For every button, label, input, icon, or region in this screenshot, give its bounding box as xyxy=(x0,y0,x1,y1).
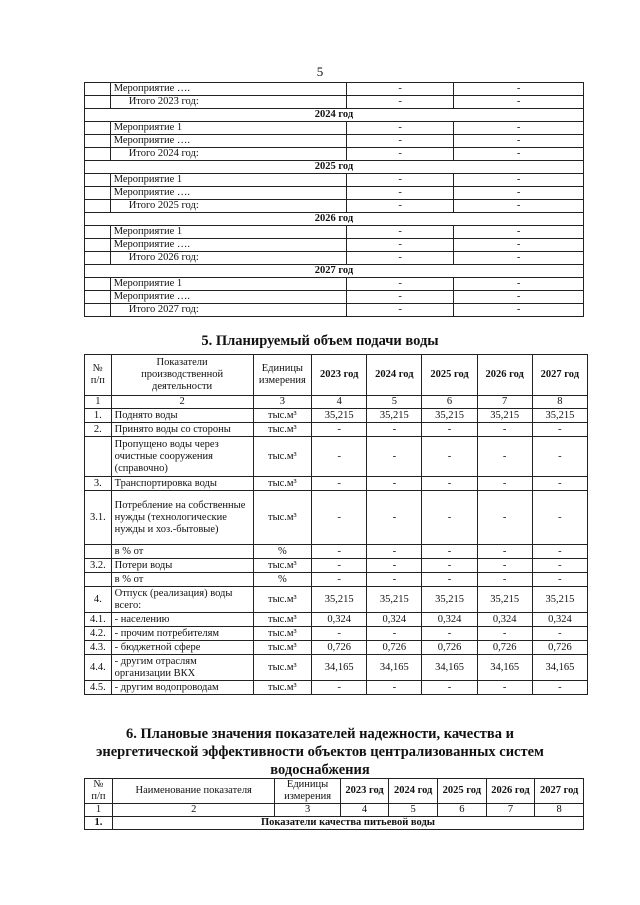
col-num-cell: 8 xyxy=(535,804,584,817)
col-num-cell: 1 xyxy=(85,396,112,409)
row-number xyxy=(85,437,112,477)
value-cell: - xyxy=(346,252,453,265)
measure-label: Мероприятие 1 xyxy=(110,174,346,187)
row-number: 4.4. xyxy=(85,655,112,681)
value-cell: - xyxy=(454,278,584,291)
row-number xyxy=(85,96,111,109)
measure-label: Мероприятие …. xyxy=(110,83,346,96)
unit-cell: тыс.м³ xyxy=(253,477,312,491)
value-cell: - xyxy=(477,559,532,573)
value-cell: - xyxy=(346,122,453,135)
col-num-cell: 7 xyxy=(477,396,532,409)
indicator-name: - другим отраслям организации ВКХ xyxy=(111,655,253,681)
row-number xyxy=(85,304,111,317)
table-row xyxy=(85,423,588,437)
year-row xyxy=(85,265,584,278)
col-num-cell: 3 xyxy=(275,804,340,817)
value-cell: - xyxy=(477,491,532,545)
value-cell: - xyxy=(346,278,453,291)
row-number xyxy=(85,122,111,135)
value-cell: - xyxy=(532,477,587,491)
unit-cell: тыс.м³ xyxy=(253,655,312,681)
value-cell: - xyxy=(532,423,587,437)
unit-cell: тыс.м³ xyxy=(253,409,312,423)
value-cell: - xyxy=(532,437,587,477)
header-row xyxy=(85,779,584,804)
value-cell: 34,165 xyxy=(312,655,367,681)
col-num-cell: 4 xyxy=(312,396,367,409)
value-cell: - xyxy=(422,681,477,695)
row-number xyxy=(85,174,111,187)
value-cell: - xyxy=(477,423,532,437)
section-6-title xyxy=(0,725,640,779)
measure-label: Мероприятие …. xyxy=(110,187,346,200)
year-row xyxy=(85,161,584,174)
row-number xyxy=(85,291,111,304)
table-row xyxy=(85,252,584,265)
row-number: 4.3. xyxy=(85,641,112,655)
value-cell: - xyxy=(422,423,477,437)
row-number: 1. xyxy=(85,817,113,830)
year-label: 2027 год xyxy=(85,265,584,278)
col-num-cell: 2 xyxy=(111,396,253,409)
year-row xyxy=(85,109,584,122)
measure-label: Мероприятие …. xyxy=(110,135,346,148)
water-supply-table xyxy=(84,354,588,695)
value-cell: - xyxy=(454,174,584,187)
measure-label: Мероприятие …. xyxy=(110,291,346,304)
value-cell: - xyxy=(346,83,453,96)
row-number xyxy=(85,545,112,559)
value-cell: 35,215 xyxy=(532,587,587,613)
table-row xyxy=(85,587,588,613)
value-cell: - xyxy=(477,477,532,491)
col-num-cell: 5 xyxy=(367,396,422,409)
row-number: 2. xyxy=(85,423,112,437)
value-cell: 0,324 xyxy=(312,613,367,627)
row-number xyxy=(85,278,111,291)
table-row xyxy=(85,96,584,109)
value-cell: 0,324 xyxy=(477,613,532,627)
indicator-name: Поднято воды xyxy=(111,409,253,423)
measures-table xyxy=(84,82,584,317)
value-cell: - xyxy=(422,477,477,491)
value-cell: 34,165 xyxy=(477,655,532,681)
indicator-name: Принято воды со стороны xyxy=(111,423,253,437)
col-header-unit: Единицы измерения xyxy=(253,355,312,396)
col-header-unit: Единицы измерения xyxy=(275,779,340,804)
row-number: 4.1. xyxy=(85,613,112,627)
col-header-num: № п/п xyxy=(85,355,112,396)
col-num-cell: 7 xyxy=(486,804,535,817)
value-cell: - xyxy=(312,573,367,587)
value-cell: - xyxy=(346,135,453,148)
table-row xyxy=(85,627,588,641)
table-row xyxy=(85,477,588,491)
value-cell: - xyxy=(454,252,584,265)
value-cell: - xyxy=(454,148,584,161)
total-label: Итого 2027 год: xyxy=(110,304,346,317)
row-number xyxy=(85,135,111,148)
value-cell: - xyxy=(532,559,587,573)
value-cell: 35,215 xyxy=(422,587,477,613)
value-cell: - xyxy=(454,200,584,213)
row-number: 3.2. xyxy=(85,559,112,573)
column-number-row xyxy=(85,804,584,817)
table-row xyxy=(85,278,584,291)
value-cell: - xyxy=(367,573,422,587)
value-cell: 35,215 xyxy=(532,409,587,423)
value-cell: - xyxy=(346,96,453,109)
value-cell: - xyxy=(367,423,422,437)
col-header-2023: 2023 год xyxy=(340,779,389,804)
value-cell: - xyxy=(367,477,422,491)
table-row xyxy=(85,122,584,135)
value-cell: - xyxy=(367,559,422,573)
table-row xyxy=(85,83,584,96)
value-cell: 0,726 xyxy=(312,641,367,655)
row-number xyxy=(85,573,112,587)
col-num-cell: 3 xyxy=(253,396,312,409)
table-row xyxy=(85,641,588,655)
value-cell: - xyxy=(477,573,532,587)
table-row xyxy=(85,545,588,559)
value-cell: - xyxy=(532,545,587,559)
col-header-2026: 2026 год xyxy=(486,779,535,804)
value-cell: - xyxy=(532,491,587,545)
col-header-2027: 2027 год xyxy=(535,779,584,804)
value-cell: - xyxy=(532,681,587,695)
header-row xyxy=(85,355,588,396)
column-number-row xyxy=(85,396,588,409)
measure-label: Мероприятие 1 xyxy=(110,122,346,135)
section-5-title: 5. Планируемый объем подачи воды xyxy=(201,333,439,349)
col-header-2024: 2024 год xyxy=(389,779,438,804)
indicators-table xyxy=(84,778,584,830)
indicator-name: - другим водопроводам xyxy=(111,681,253,695)
year-label: 2026 год xyxy=(85,213,584,226)
table-row xyxy=(85,200,584,213)
col-header-2025: 2025 год xyxy=(422,355,477,396)
row-number xyxy=(85,83,111,96)
value-cell: - xyxy=(454,96,584,109)
value-cell: - xyxy=(532,573,587,587)
total-label: Итого 2025 год: xyxy=(110,200,346,213)
col-header-2026: 2026 год xyxy=(477,355,532,396)
unit-cell: тыс.м³ xyxy=(253,641,312,655)
table-row xyxy=(85,187,584,200)
value-cell: - xyxy=(367,491,422,545)
value-cell: 34,165 xyxy=(532,655,587,681)
table-row xyxy=(85,409,588,423)
col-num-cell: 8 xyxy=(532,396,587,409)
table-row xyxy=(85,304,584,317)
table-row xyxy=(85,239,584,252)
section-6-title-line3: водоснабжения xyxy=(270,762,370,778)
row-number xyxy=(85,187,111,200)
value-cell: - xyxy=(312,437,367,477)
value-cell: 35,215 xyxy=(312,587,367,613)
table-row xyxy=(85,655,588,681)
table-row xyxy=(85,437,588,477)
section-6-title-line1: 6. Плановые значения показателей надежности, качества и xyxy=(126,726,514,742)
value-cell: - xyxy=(454,291,584,304)
row-number xyxy=(85,252,111,265)
indicator-name: - прочим потребителям xyxy=(111,627,253,641)
unit-cell: тыс.м³ xyxy=(253,681,312,695)
table-row xyxy=(85,291,584,304)
value-cell: - xyxy=(367,437,422,477)
unit-cell: тыс.м³ xyxy=(253,587,312,613)
indicator-name: в % от xyxy=(111,573,253,587)
col-header-name: Показатели производственной деятельности xyxy=(111,355,253,396)
year-label: 2025 год xyxy=(85,161,584,174)
value-cell: 0,324 xyxy=(532,613,587,627)
value-cell: - xyxy=(367,545,422,559)
year-label: 2024 год xyxy=(85,109,584,122)
value-cell: - xyxy=(312,545,367,559)
value-cell: 35,215 xyxy=(477,587,532,613)
page-number: 5 xyxy=(316,64,324,79)
table-row xyxy=(85,559,588,573)
unit-cell: тыс.м³ xyxy=(253,437,312,477)
value-cell: - xyxy=(312,559,367,573)
value-cell: - xyxy=(312,423,367,437)
value-cell: 0,726 xyxy=(477,641,532,655)
table-row xyxy=(85,135,584,148)
value-cell: 0,324 xyxy=(422,613,477,627)
indicator-name: - населению xyxy=(111,613,253,627)
value-cell: 0,726 xyxy=(422,641,477,655)
value-cell: - xyxy=(346,226,453,239)
col-header-num: № п/п xyxy=(85,779,113,804)
row-number: 4.5. xyxy=(85,681,112,695)
total-label: Итого 2026 год: xyxy=(110,252,346,265)
col-num-cell: 1 xyxy=(85,804,113,817)
row-number xyxy=(85,226,111,239)
value-cell: - xyxy=(367,681,422,695)
value-cell: 35,215 xyxy=(312,409,367,423)
value-cell: - xyxy=(422,437,477,477)
value-cell: - xyxy=(422,491,477,545)
table-row xyxy=(85,148,584,161)
table-row xyxy=(85,613,588,627)
col-num-cell: 6 xyxy=(422,396,477,409)
total-label: Итого 2023 год: xyxy=(110,96,346,109)
value-cell: 0,726 xyxy=(532,641,587,655)
value-cell: - xyxy=(477,545,532,559)
indicator-name: Потребление на собственные нужды (технологические нужды и хоз.-бытовые) xyxy=(111,491,253,545)
unit-cell: тыс.м³ xyxy=(253,423,312,437)
total-label: Итого 2024 год: xyxy=(110,148,346,161)
row-number: 4.2. xyxy=(85,627,112,641)
row-number xyxy=(85,148,111,161)
indicator-name: Отпуск (реализация) воды всего: xyxy=(111,587,253,613)
value-cell: - xyxy=(312,627,367,641)
indicator-name: - бюджетной сфере xyxy=(111,641,253,655)
table-row xyxy=(85,681,588,695)
row-number: 3. xyxy=(85,477,112,491)
value-cell: 35,215 xyxy=(367,587,422,613)
value-cell: - xyxy=(454,239,584,252)
col-num-cell: 4 xyxy=(340,804,389,817)
indicator-name: в % от xyxy=(111,545,253,559)
value-cell: - xyxy=(346,304,453,317)
value-cell: - xyxy=(346,291,453,304)
value-cell: - xyxy=(346,187,453,200)
value-cell: - xyxy=(454,122,584,135)
value-cell: 0,726 xyxy=(367,641,422,655)
value-cell: 34,165 xyxy=(367,655,422,681)
value-cell: - xyxy=(477,681,532,695)
value-cell: - xyxy=(346,148,453,161)
value-cell: - xyxy=(454,135,584,148)
value-cell: - xyxy=(312,681,367,695)
value-cell: - xyxy=(422,545,477,559)
col-header-2025: 2025 год xyxy=(438,779,487,804)
col-header-2024: 2024 год xyxy=(367,355,422,396)
col-header-2023: 2023 год xyxy=(312,355,367,396)
value-cell: - xyxy=(422,559,477,573)
table-row xyxy=(85,226,584,239)
value-cell: - xyxy=(367,627,422,641)
unit-cell: тыс.м³ xyxy=(253,491,312,545)
indicator-name: Потери воды xyxy=(111,559,253,573)
value-cell: - xyxy=(312,477,367,491)
unit-cell: тыс.м³ xyxy=(253,613,312,627)
value-cell: 34,165 xyxy=(422,655,477,681)
value-cell: - xyxy=(312,491,367,545)
indicator-name: Пропущено воды через очистные сооружения (справочно) xyxy=(111,437,253,477)
row-number xyxy=(85,200,111,213)
value-cell: - xyxy=(346,239,453,252)
row-number: 1. xyxy=(85,409,112,423)
value-cell: - xyxy=(346,200,453,213)
table-row xyxy=(85,817,584,830)
value-cell: - xyxy=(454,187,584,200)
value-cell: - xyxy=(422,573,477,587)
unit-cell: % xyxy=(253,545,312,559)
col-num-cell: 2 xyxy=(112,804,275,817)
value-cell: 35,215 xyxy=(477,409,532,423)
value-cell: - xyxy=(454,304,584,317)
value-cell: 35,215 xyxy=(367,409,422,423)
measure-label: Мероприятие 1 xyxy=(110,278,346,291)
value-cell: - xyxy=(454,226,584,239)
table-row xyxy=(85,491,588,545)
unit-cell: тыс.м³ xyxy=(253,627,312,641)
unit-cell: тыс.м³ xyxy=(253,559,312,573)
value-cell: 35,215 xyxy=(422,409,477,423)
value-cell: - xyxy=(477,437,532,477)
row-number: 3.1. xyxy=(85,491,112,545)
col-num-cell: 5 xyxy=(389,804,438,817)
measure-label: Мероприятие 1 xyxy=(110,226,346,239)
table-row xyxy=(85,174,584,187)
measure-label: Мероприятие …. xyxy=(110,239,346,252)
row-number: 4. xyxy=(85,587,112,613)
indicator-name: Транспортировка воды xyxy=(111,477,253,491)
value-cell: - xyxy=(532,627,587,641)
value-cell: - xyxy=(477,627,532,641)
col-num-cell: 6 xyxy=(438,804,487,817)
table-row xyxy=(85,573,588,587)
col-header-2027: 2027 год xyxy=(532,355,587,396)
value-cell: - xyxy=(422,627,477,641)
value-cell: - xyxy=(454,83,584,96)
unit-cell: % xyxy=(253,573,312,587)
group-label: Показатели качества питьевой воды xyxy=(112,817,583,830)
value-cell: - xyxy=(346,174,453,187)
year-row xyxy=(85,213,584,226)
value-cell: 0,324 xyxy=(367,613,422,627)
section-6-title-line2: энергетической эффективности объектов централизованных систем xyxy=(96,744,544,760)
row-number xyxy=(85,239,111,252)
col-header-name: Наименование показателя xyxy=(112,779,275,804)
